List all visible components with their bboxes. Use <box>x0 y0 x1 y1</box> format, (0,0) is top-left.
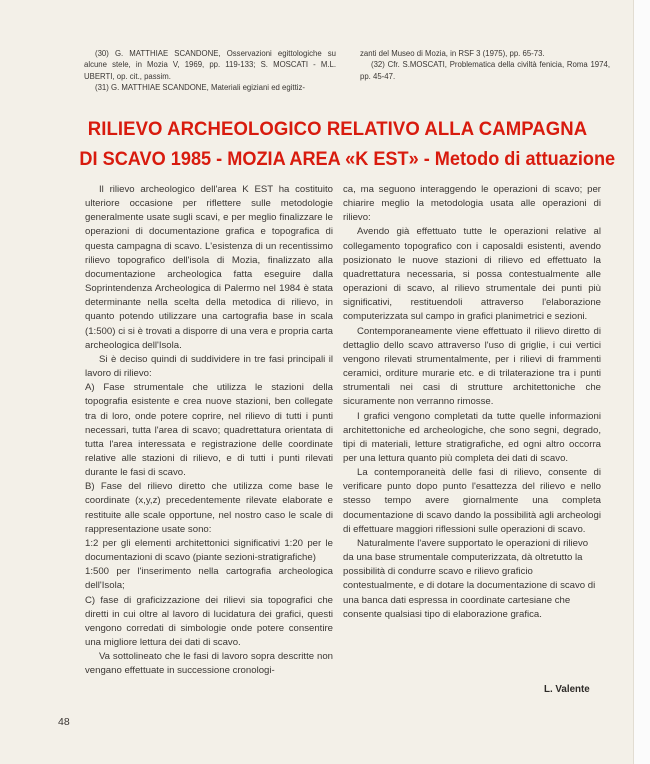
author-signature: L. Valente <box>544 684 590 695</box>
footnotes-left <box>84 48 336 93</box>
footnote-31: (31) G. MATTHIAE SCANDONE, Materiali egiziani ed egittiz- <box>95 82 305 92</box>
paragraph-scale-1-500: 1:500 per l'inserimento nella cartografia archeologica dell'Isola; <box>85 566 333 592</box>
article-title-line-1: RILIEVO ARCHEOLOGICO RELATIVO ALLA CAMPAGNA <box>87 118 588 140</box>
paragraph-phase-c: C) fase di graficizzazione dei rilievi sia topografici che diretti in cui oltre al lavoro di lucidatura dei grafici, questi vengono corredati di simbologie onde potere consentire una migliore lettura dei dati di scavo. <box>85 594 333 648</box>
footnote-31-continued: zanti del Museo di Mozia, in RSF 3 (1975), pp. 65-73. <box>360 49 545 58</box>
paragraph: Va sottolineato che le fasi di lavoro sopra descritte non vengano effettuate in successione cronologi- <box>85 651 333 677</box>
page-edge <box>633 0 650 764</box>
paragraph-phase-a: A) Fase strumentale che utilizza le stazioni della topografia esistente e crea nuove stazioni, ben collegate tra di loro, onde potere coprire, nel rilievo di tutti i punti necessari, tutta l'area di scavo; quadrettatura orientata di tutta l'area interessata e registrazione delle coordinate relative alle stazioni di rilievo, e di tutti i punti rilevati durante le fasi di scavo. <box>85 382 333 479</box>
body-column-right <box>343 183 601 622</box>
paragraph: I grafici vengono completati da tutte quelle informazioni architettoniche ed archeologiche, che sono segni, degrado, tipi di materiali, letture stratigrafiche, ed ogni altro occorra per una lettura quanto più completa dei dati di scavo. <box>343 410 601 464</box>
paragraph: Contemporaneamente viene effettuato il rilievo diretto di dettaglio dello scavo attraverso l'uso di griglie, i cui vertici vengono rilevati strumentalmente, per i rilievi di frammenti ceramici, orditure murarie etc. e di trilaterazione tra i punti strumentali nei casi di strutture architettoniche che sicuramente non verranno rimosse. <box>343 325 601 408</box>
paragraph: Il rilievo archeologico dell'area K EST ha costituito ulteriore occasione per riflettere sulle metodologie generalmente usate sugli scavi, e per meglio finalizzare le operazioni di documentazione grafica e topografica di questa campagna di scavo. L'esistenza di un recentissimo rilievo topografico dell'isola di Mozia, finalizzato alla documentazione archeologica fatta eseguire dalla Soprintendenza Archeologica di Palermo nel 1984 è stata determinante nella scelta della metodica di rilievo, in quanto potendo utilizzare una cartografia base in scala (1:500) ci si è trovati a disporre di una vera e propria carta archeologica dell'Isola. <box>85 184 333 351</box>
footnotes-right <box>360 48 610 82</box>
paragraph-continued: ca, ma seguono interaggendo le operazioni di scavo; per chiarire meglio la metodologia usata alle operazioni di rilievo: <box>343 184 601 224</box>
paragraph-phase-b: B) Fase del rilievo diretto che utilizza come base le coordinate (x,y,z) precedentemente rilevate elaborate e restituite alle scale opportune, nel nostro caso le scale di rappresentazione usate sono: <box>85 481 333 535</box>
page-number: 48 <box>58 716 70 728</box>
footnote-32: (32) Cfr. S.MOSCATI, Problematica della civiltà fenicia, Roma 1974, pp. 45-47. <box>360 60 610 81</box>
article-title-line-2: DI SCAVO 1985 - MOZIA AREA «K EST» - Metodo di attuazione <box>79 148 616 170</box>
body-column-left <box>85 183 333 678</box>
paragraph-scale-1-2: 1:2 per gli elementi architettonici significativi 1:20 per le documentazioni di scavo (piante sezioni-stratigrafiche) <box>85 537 333 564</box>
paragraph: Avendo già effettuato tutte le operazioni relative al collegamento topografico con i caposaldi esistenti, avendo posizionato le nuove stazioni di rilievo ed effettuato la quadrettatura necessaria, si possa contestualmente alle operazioni di scavo, al rilievo strumentale dei punti più significativi, restituendoli attraverso l'elaborazione computerizzata sul campo in grafici planimetrici e sezioni. <box>343 226 601 323</box>
paragraph: La contemporaneità delle fasi di rilievo, consente di verificare punto dopo punto l'esattezza del rilievo e nello stesso tempo avere giornalmente una completa documentazione di scavo dando la possibilità agli archeologi di effettuare maggiori riflessioni sulle operazioni di scavo. <box>343 467 601 535</box>
paragraph: Si è deciso quindi di suddividere in tre fasi principali il lavoro di rilievo: <box>85 353 333 380</box>
footnote-30: (30) G. MATTHIAE SCANDONE, Osservazioni egittologiche su alcune stele, in Mozia V, 1969, pp. 119-133; S. MOSCATI - M.L. UBERTI, op. cit., passim. <box>84 49 336 81</box>
paragraph: Naturalmente l'avere supportato le operazioni di rilievo da una base strumentale computerizzata, dà oltretutto la possibilità di condurre scavo e rilievo graficio contestualmente, e di dotare la documentazione di scavo di una banca dati espressa in coordinate cartesiane che consente qualsiasi tipo di elaborazione grafica. <box>343 537 596 620</box>
